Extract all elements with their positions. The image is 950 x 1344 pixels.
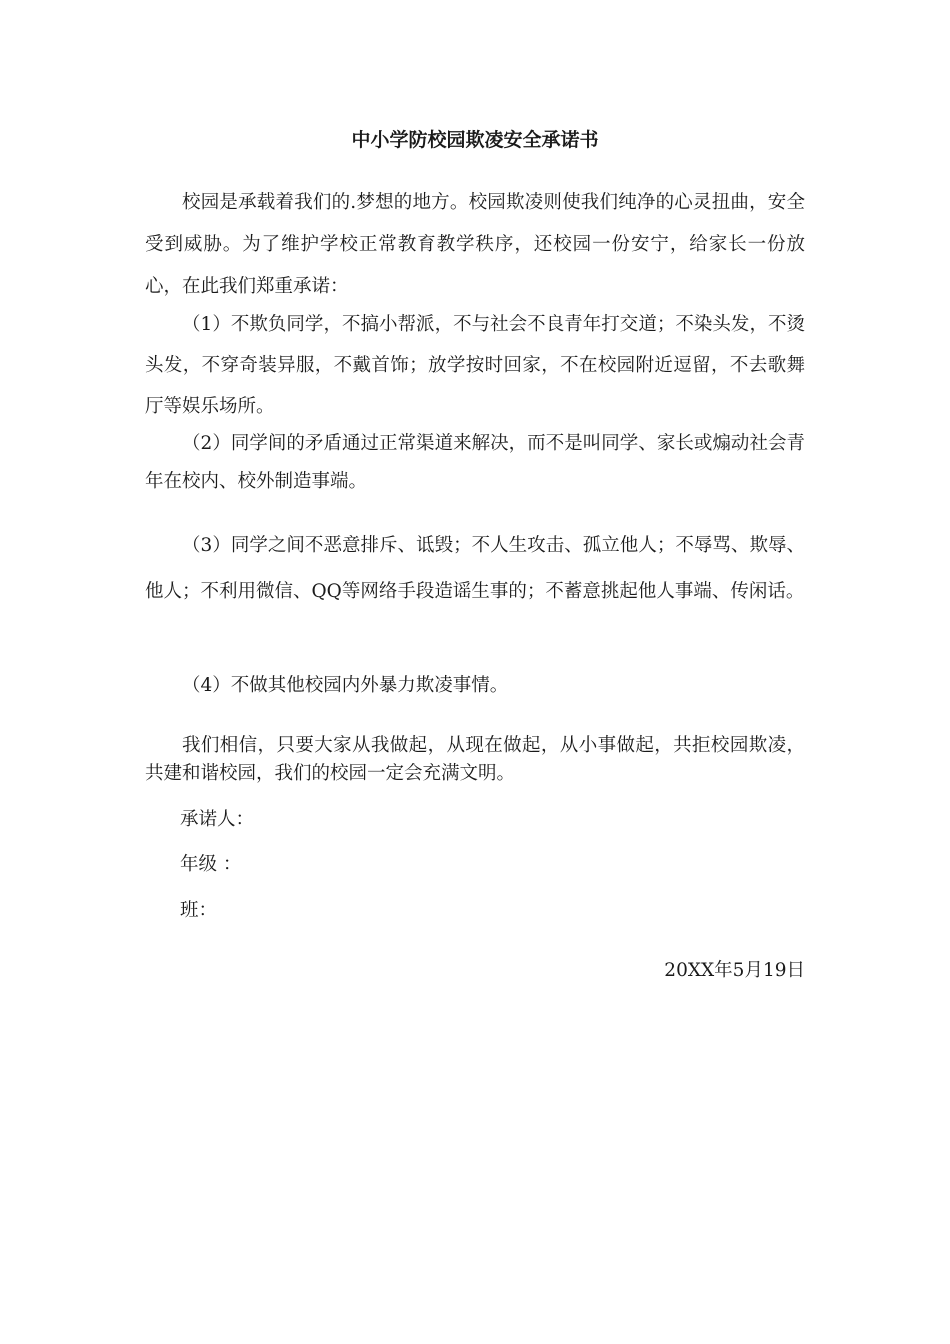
pledge-item-3: （3）同学之间不恶意排斥、诋毁；不人生攻击、孤立他人；不辱骂、欺辱、他人；不利用微信、QQ等网络手段造谣生事的；不蓄意挑起他人事端、传闲话。: [145, 535, 805, 602]
pledge-item-1: （1）不欺负同学，不搞小帮派，不与社会不良青年打交道；不染头发，不烫头发，不穿奇装异服，不戴首饰；放学按时回家，不在校园附近逗留，不去歌舞厅等娱乐场所。: [145, 314, 805, 417]
promisor-label: 承诺人：: [180, 809, 255, 830]
intro-paragraph: 校园是承载着我们的.梦想的地方。校园欺凌则使我们纯净的心灵扭曲，安全受到威胁。为了维护学校正常教育教学秩序，还校园一份安宁，给家长一份放心，在此我们郑重承诺：: [145, 192, 805, 297]
pledge-item-4: （4）不做其他校园内外暴力欺凌事情。: [182, 675, 509, 696]
document-title: 中小学防校园欺凌安全承诺书: [351, 129, 599, 151]
closing-paragraph: 我们相信，只要大家从我做起，从现在做起，从小事做起，共拒校园欺凌，共建和谐校园，我们的校园一定会充满文明。: [145, 735, 805, 784]
pledge-item-2: （2）同学间的矛盾通过正常渠道来解决，而不是叫同学、家长或煽动社会青年在校内、校外制造事端。: [145, 433, 805, 492]
grade-label: 年级 ：: [180, 854, 242, 875]
class-label: 班：: [180, 900, 218, 921]
document-date: 20XX年5月19日: [664, 960, 805, 981]
